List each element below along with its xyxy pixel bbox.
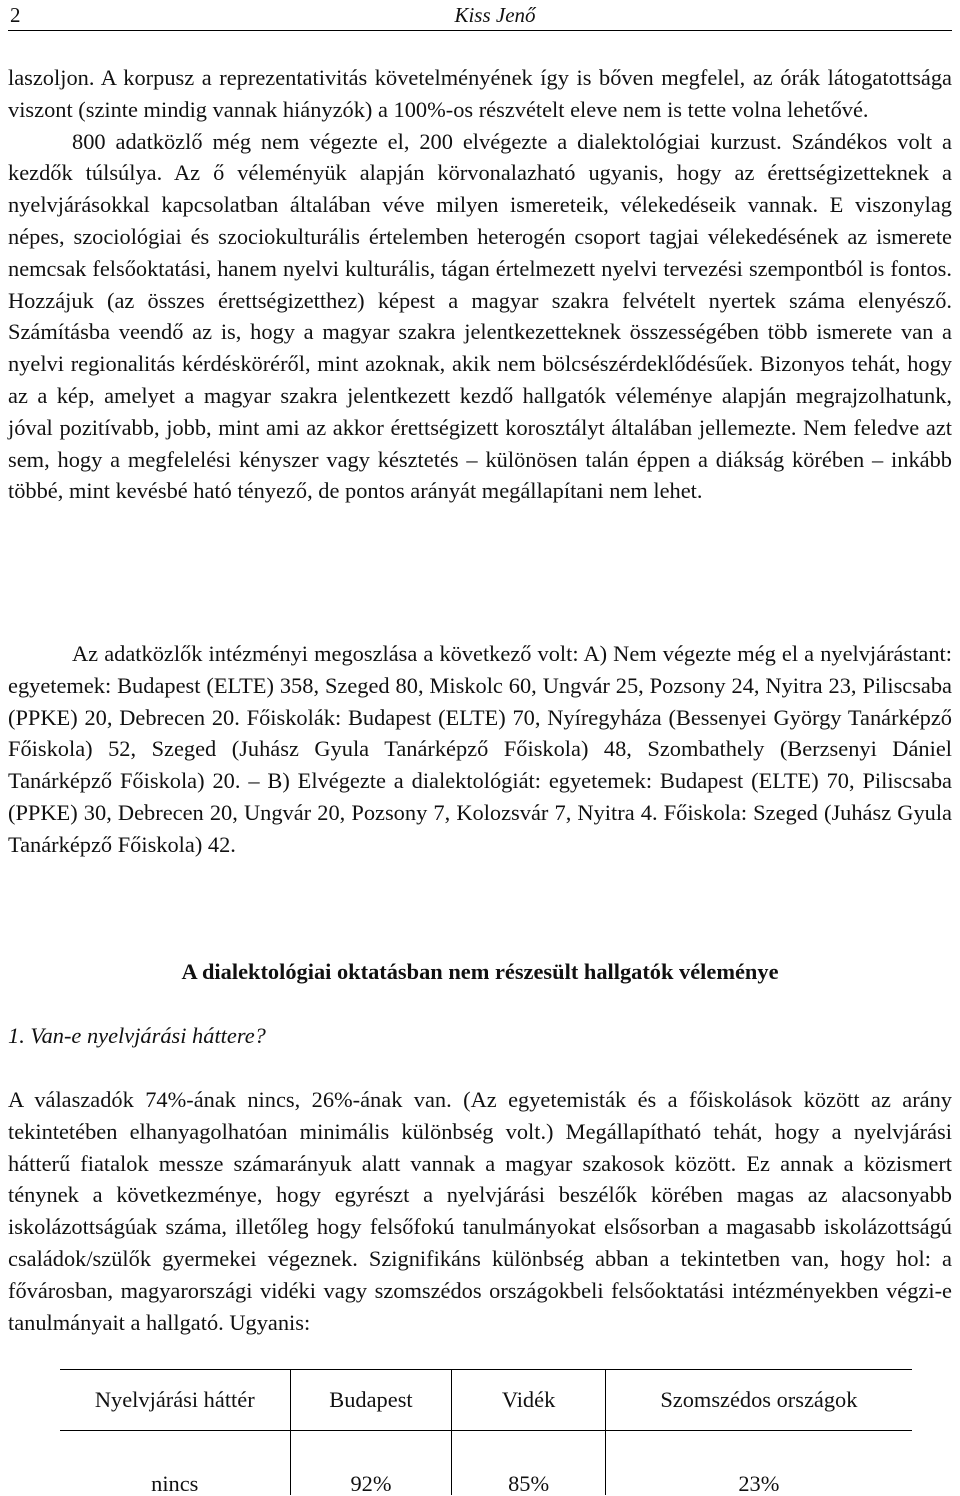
table-cell: 85%: [452, 1431, 605, 1496]
results-table: [60, 1369, 912, 1495]
body-text-block-1: [8, 62, 952, 507]
running-title: Kiss Jenő: [454, 3, 536, 27]
body-text-block-2: [8, 638, 952, 861]
section-heading: A dialektológiai oktatásban nem részesült hallgatók véleménye: [181, 959, 779, 984]
body-text-block-3: [8, 1084, 952, 1338]
table-header-cell: Vidék: [452, 1370, 605, 1431]
paragraph-2: 800 adatközlő még nem végezte el, 200 elvégezte a dialektológiai kurzust. Szándékos volt a kezdők túlsúlya. Az ő véleményük alapján körvonalazható ugyanis, hogy az érettségizetteknek a nyelvjárásokkal kapcsolatban általában véve milyen ismereteik, vélekedéseik vannak. E viszonylag népes, szociológiai és szociokulturális értelemben heterogén csoport tagjai vélekedésének az ismerete nemcsak felsőoktatási, hanem nyelvi kulturális, tágan értelmezett nyelvi tervezési szempontból is fontos. Hozzájuk (az összes érettségizetthez) képest a magyar szakra felvételt nyertek száma elenyésző. Számításba veendő az is, hogy a magyar szakra jelentkezetteknek összességében több ismerete van a nyelvi regionalitás kérdésköréről, mint azoknak, akik nem bölcsészérdeklődésűek. Bizonyos tehát, hogy az a kép, amelyet a magyar szakra jelentkezett kezdő hallgatók véleménye alapján megrajzolhatunk, jóval pozitívabb, jobb, mint ami az akkor érettségizett korosztályt általában jellemezte. Nem feledve azt sem, hogy a megfelelési kényszer vagy késztetés – különösen talán éppen a diákság körében – inkább többé, mint kevésbé ható tényező, de pontos arányát megállapítani nem lehet.: [8, 128, 952, 504]
table-header-cell: Szomszédos országok: [605, 1370, 912, 1431]
table-cell: 92%: [290, 1431, 452, 1496]
table-cell: nincs: [151, 1471, 199, 1496]
table-row: [60, 1431, 912, 1496]
table-header-cell: Nyelvjárási háttér: [60, 1370, 290, 1431]
table-cell: 23%: [605, 1431, 912, 1496]
table-header-cell: Budapest: [290, 1370, 452, 1431]
page-header: [8, 0, 952, 31]
paragraph-4: A válaszadók 74%-ának nincs, 26%-ának van. (Az egyetemisták és a főiskolások között az arány tekintetében elhanyagolhatóan minimális különbség volt.) Megállapítható tehát, hogy a nyelvjárási hátterű fiatalok messze számarányuk alatt vannak a magyar szakosok között. Ez annak a közismert ténynek a következménye, hogy egyrészt a nyelvjárási beszélők körében magas az alacsonyabb iskolázottságúak száma, illetőleg hogy felsőfokú tanulmányokat elsősorban a magasabb iskolázottságú családok/szülők gyermekei végeznek. Szignifikáns különbség abban a tekintetben van, hogy hol: a fővárosban, magyarországi vidéki vagy szomszédos országokbeli felsőoktatási intézményekben végzi-e tanulmányait a hallgató. Ugyanis:: [8, 1087, 952, 1335]
table-header-row: [60, 1370, 912, 1431]
page-number: 2: [10, 3, 21, 27]
paragraph-1: laszoljon. A korpusz a reprezentativitás követelményének így is bőven megfelel, az órák látogatottsága viszont (szinte mindig vannak hiányzók) a 100%-os részvételt eleve nem is tette volna lehetővé.: [8, 65, 952, 122]
paragraph-3: Az adatközlők intézményi megoszlása a következő volt: A) Nem végezte még el a nyelvjárástant: egyetemek: Budapest (ELTE) 358, Szeged 80, Miskolc 60, Ungvár 25, Pozsony 24, Nyitra 23, Piliscsaba (PPKE) 20, Debrecen 20. Főiskolák: Budapest (ELTE) 70, Nyíregyháza (Bessenyei György Tanárképző Főiskola) 52, Szeged (Juhász Gyula Tanárképző Főiskola) 48, Szombathely (Berzsenyi Dániel Tanárképző Főiskola) 20. – B) Elvégezte a dialektológiát: egyetemek: Budapest (ELTE) 70, Piliscsaba (PPKE) 30, Debrecen 20, Ungvár 20, Pozsony 7, Kolozsvár 7, Nyitra 4. Főiskola: Szeged (Juhász Gyula Tanárképző Főiskola) 42.: [8, 641, 952, 857]
question-title: 1. Van-e nyelvjárási háttere?: [8, 1023, 266, 1048]
